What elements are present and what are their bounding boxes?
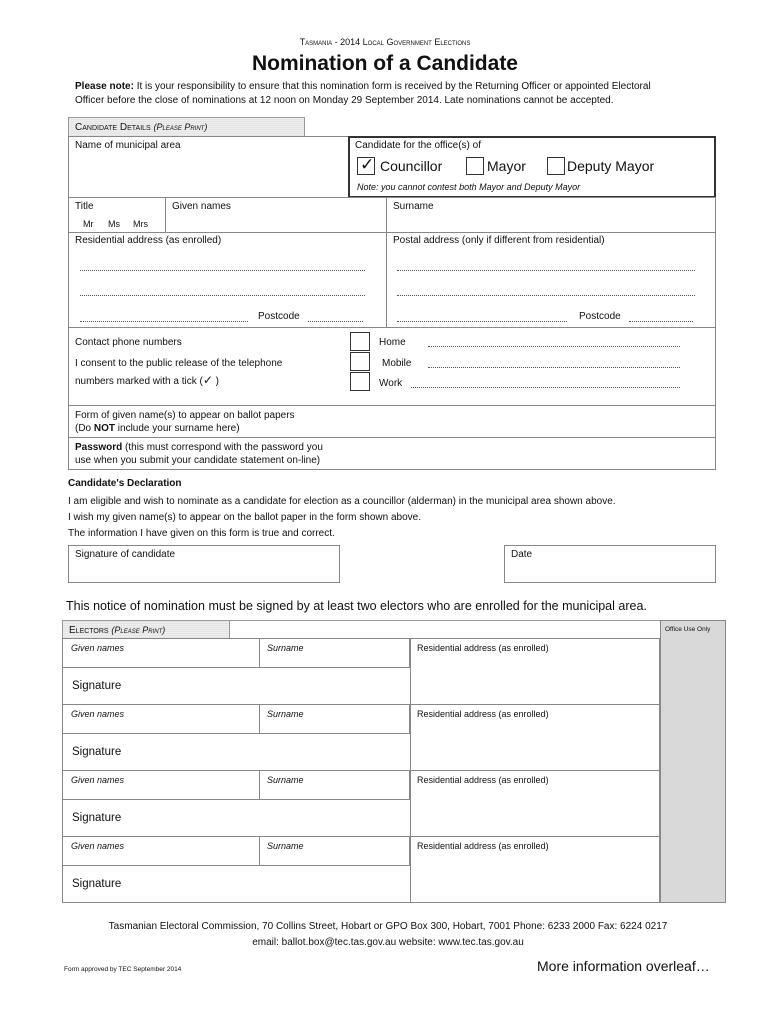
- councillor-checkbox[interactable]: [357, 157, 375, 175]
- elector-address-label: Residential address (as enrolled): [417, 709, 549, 719]
- elector-given-names-field[interactable]: [64, 640, 258, 667]
- postal-line-2[interactable]: [397, 295, 695, 296]
- please-note-text: It is your responsibility to ensure that this nomination form is received by the Returning Officer or appointed Electoral: [136, 81, 651, 92]
- elector-given-names-label: Given names: [71, 841, 125, 851]
- declaration-title: Candidate's Declaration: [68, 478, 182, 489]
- declaration-line-3: The information I have given on this form is true and correct.: [68, 528, 335, 539]
- elector-signature-field[interactable]: [64, 801, 409, 836]
- form-approved: Form approved by TEC September 2014: [64, 966, 182, 973]
- consent-text-2: [75, 373, 219, 387]
- ballot-name-text-1: Form of given name(s) to appear on ballot papers: [75, 410, 295, 421]
- elector-surname-label: Surname: [267, 841, 304, 851]
- elector-row: [62, 770, 660, 837]
- more-info-overleaf: More information overleaf…: [537, 958, 710, 974]
- footer-address: Tasmanian Electoral Commission, 70 Collins Street, Hobart or GPO Box 300, Hobart, 7001 Phone: 6233 2000 Fax: 6224 0217: [108, 921, 668, 932]
- elector-signature-field[interactable]: [64, 867, 409, 902]
- electors-header: [62, 620, 230, 639]
- office-use-column: [660, 620, 726, 903]
- councillor-label: Councillor: [380, 158, 443, 174]
- mayor-label: Mayor: [487, 158, 526, 174]
- page-title: Nomination of a Candidate: [251, 52, 518, 75]
- elector-address-field[interactable]: [411, 787, 659, 836]
- postal-line-3[interactable]: [397, 321, 567, 322]
- title-mr[interactable]: Mr: [83, 219, 94, 229]
- electors-notice: This notice of nomination must be signed by at least two electors who are enrolled for the municipal area.: [66, 599, 647, 613]
- candidate-details-title: Candidate Details: [75, 122, 151, 133]
- office-label: Candidate for the office(s) of: [355, 140, 481, 151]
- date-label: Date: [511, 549, 533, 560]
- residential-address-label: Residential address (as enrolled): [75, 235, 222, 246]
- elector-surname-label: Surname: [267, 709, 304, 719]
- elector-signature-label: Signature: [72, 878, 122, 890]
- elector-address-label: Residential address (as enrolled): [417, 643, 549, 653]
- ballot-name-field[interactable]: [350, 406, 714, 437]
- residential-line-1[interactable]: [80, 270, 365, 271]
- elector-address-field[interactable]: [411, 655, 659, 704]
- residential-line-3[interactable]: [80, 321, 248, 322]
- surname-field[interactable]: [387, 198, 715, 232]
- councillor-check-mark: ✓: [360, 155, 375, 174]
- residential-line-2[interactable]: [80, 295, 365, 296]
- elector-surname-field[interactable]: [260, 838, 409, 865]
- please-note: [75, 80, 735, 108]
- consent-tick: ✓: [202, 373, 213, 387]
- password-title: Password: [75, 442, 123, 453]
- elector-given-names-field[interactable]: [64, 706, 258, 733]
- phone-label: Contact phone numbers: [75, 337, 182, 348]
- ballot-name-not: NOT: [93, 423, 116, 434]
- home-phone-checkbox[interactable]: [350, 332, 370, 351]
- residential-postcode-field[interactable]: [308, 321, 363, 322]
- electors-header-line: [230, 620, 660, 621]
- row-divider: [68, 327, 716, 328]
- deputy-mayor-label: Deputy Mayor: [567, 158, 655, 174]
- mayor-checkbox[interactable]: [466, 157, 484, 175]
- postal-address-label: Postal address (only if different from residential): [393, 235, 605, 246]
- title-label: Title: [75, 201, 94, 212]
- elector-surname-field[interactable]: [260, 772, 409, 799]
- ballot-name-text-2a: (Do: [75, 423, 94, 434]
- elector-row: [62, 638, 660, 705]
- electors-sub: (Please Print): [111, 625, 166, 635]
- municipal-area-field[interactable]: [68, 137, 348, 197]
- office-use-label: Office Use Only: [665, 626, 711, 633]
- elector-address-field[interactable]: [411, 853, 659, 902]
- title-ms[interactable]: Ms: [108, 219, 120, 229]
- elector-row: [62, 704, 660, 771]
- elector-address-label: Residential address (as enrolled): [417, 841, 549, 851]
- please-note-label: Please note:: [75, 81, 134, 92]
- municipal-area-label: Name of municipal area: [75, 140, 181, 151]
- candidate-details-header: [68, 117, 305, 137]
- home-phone-field[interactable]: [428, 346, 680, 347]
- elector-address-field[interactable]: [411, 721, 659, 770]
- elector-given-names-label: Given names: [71, 709, 125, 719]
- work-phone-field[interactable]: [411, 387, 680, 388]
- residential-postcode-label: Postcode: [258, 311, 300, 322]
- candidate-signature-box[interactable]: [68, 545, 340, 583]
- elector-signature-label: Signature: [72, 680, 122, 692]
- elector-given-names-label: Given names: [71, 775, 125, 785]
- elector-address-label: Residential address (as enrolled): [417, 775, 549, 785]
- candidate-details-sub: (Please Print): [153, 122, 208, 132]
- password-field[interactable]: [350, 438, 714, 469]
- footer-contact: email: ballot.box@tec.tas.gov.au website: www.tec.tas.gov.au: [252, 937, 524, 948]
- ballot-name-label: [75, 409, 295, 435]
- title-mrs[interactable]: Mrs: [133, 219, 148, 229]
- declaration-line-2: I wish my given name(s) to appear on the ballot paper in the form shown above.: [68, 512, 421, 523]
- please-note-text-2: Officer before the close of nominations at 12 noon on Monday 29 September 2014. Late nominations cannot be accepted.: [75, 95, 614, 106]
- elector-signature-field[interactable]: [64, 669, 409, 704]
- elector-signature-label: Signature: [72, 812, 122, 824]
- date-box[interactable]: [504, 545, 716, 583]
- password-text-1: (this must correspond with the password you: [122, 442, 323, 453]
- electors-title: Electors: [69, 625, 109, 636]
- elector-surname-label: Surname: [267, 643, 304, 653]
- surname-label: Surname: [393, 201, 434, 212]
- elector-surname-field[interactable]: [260, 706, 409, 733]
- form-supertitle: Tasmania - 2014 Local Government Elections: [299, 37, 471, 47]
- postal-postcode-field[interactable]: [629, 321, 693, 322]
- given-names-field[interactable]: [166, 198, 385, 232]
- password-text-2: use when you submit your candidate statement on-line): [75, 455, 321, 466]
- declaration-line-1: I am eligible and wish to nominate as a candidate for election as a councillor (alderman) in the municipal area shown above.: [68, 496, 616, 507]
- elector-signature-label: Signature: [72, 746, 122, 758]
- consent-close: ): [212, 376, 219, 387]
- password-label: [75, 441, 323, 467]
- deputy-mayor-checkbox[interactable]: [547, 157, 565, 175]
- given-names-label: Given names: [172, 201, 231, 212]
- work-phone-label: Work: [379, 378, 403, 389]
- postal-postcode-label: Postcode: [579, 311, 621, 322]
- elector-given-names-field[interactable]: [64, 772, 258, 799]
- elector-given-names-field[interactable]: [64, 838, 258, 865]
- office-note: Note: you cannot contest both Mayor and Deputy Mayor: [357, 182, 581, 192]
- elector-surname-field[interactable]: [260, 640, 409, 667]
- consent-text-1: I consent to the public release of the telephone: [75, 358, 283, 369]
- mobile-phone-checkbox[interactable]: [350, 352, 370, 371]
- ballot-name-text-2b: include your surname here): [115, 423, 240, 434]
- mobile-phone-field[interactable]: [428, 367, 680, 368]
- elector-row: [62, 836, 660, 903]
- work-phone-checkbox[interactable]: [350, 372, 370, 391]
- mobile-phone-label: Mobile: [382, 358, 412, 369]
- home-phone-label: Home: [379, 337, 406, 348]
- elector-signature-field[interactable]: [64, 735, 409, 770]
- row-divider: [68, 232, 716, 233]
- elector-surname-label: Surname: [267, 775, 304, 785]
- consent-text-2-main: numbers marked with a tick (: [75, 376, 203, 387]
- elector-given-names-label: Given names: [71, 643, 125, 653]
- postal-line-1[interactable]: [397, 270, 695, 271]
- candidate-signature-label: Signature of candidate: [75, 549, 176, 560]
